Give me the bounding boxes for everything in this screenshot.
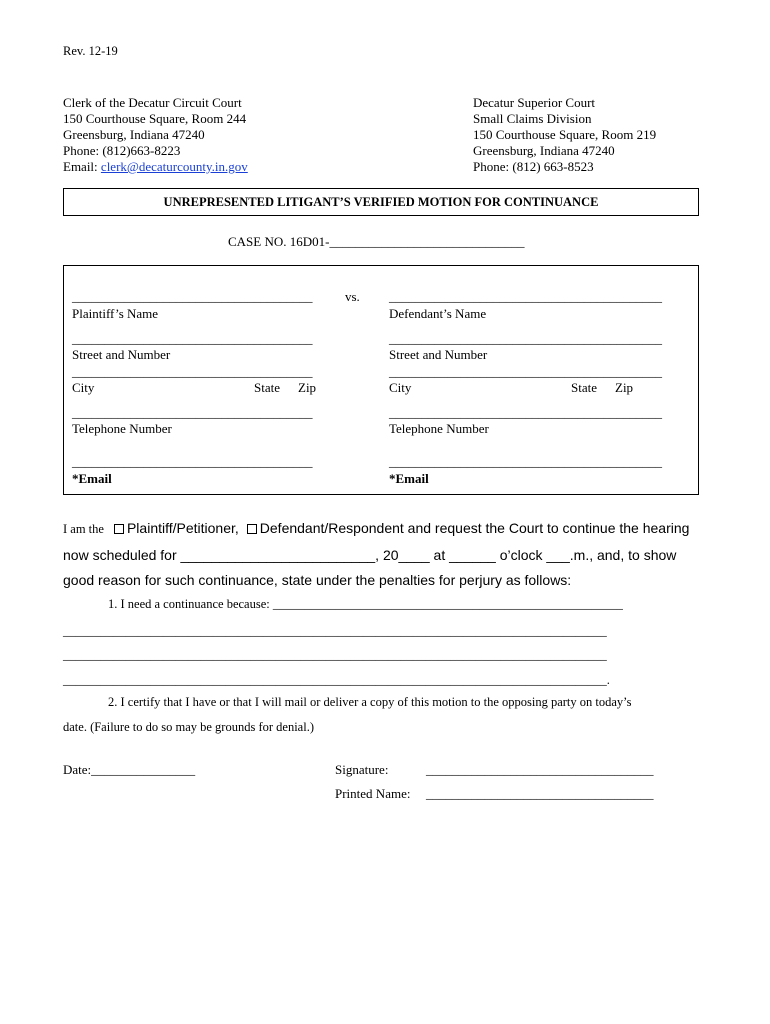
plaintiff-state-label: State bbox=[254, 380, 280, 395]
defendant-telephone-label: Telephone Number bbox=[389, 421, 489, 436]
plaintiff-city-field[interactable]: _____________________________________ bbox=[72, 364, 313, 379]
plaintiff-email-label: *Email bbox=[72, 471, 112, 486]
defendant-option-label: Defendant/Respondent and request the Court to continue the hearing bbox=[259, 520, 690, 536]
case-number-field[interactable]: CASE NO. 16D01-______________________________ bbox=[228, 234, 525, 249]
header-line: Greensburg, Indiana 47240 bbox=[473, 143, 615, 158]
plaintiff-option[interactable] bbox=[114, 520, 239, 536]
defendant-name-field[interactable]: __________________________________________ bbox=[389, 289, 662, 304]
plaintiff-telephone-label: Telephone Number bbox=[72, 421, 172, 436]
defendant-street-label: Street and Number bbox=[389, 347, 488, 362]
clerk-email-link[interactable]: clerk@decaturcounty.in.gov bbox=[100, 159, 248, 174]
defendant-city-label: City bbox=[389, 380, 412, 395]
defendant-email-label: *Email bbox=[389, 471, 429, 486]
defendant-state-label: State bbox=[571, 380, 597, 395]
header-line: 150 Courthouse Square, Room 219 bbox=[473, 127, 657, 142]
printed-name-field[interactable]: ___________________________________ bbox=[426, 786, 654, 801]
continuance-reason-field[interactable]: 1. I need a continuance because: ________________________________________________________ bbox=[108, 597, 623, 611]
iam-label: I am the bbox=[63, 522, 104, 536]
defendant-email-field[interactable]: __________________________________________ bbox=[389, 454, 662, 469]
defendant-option[interactable] bbox=[247, 520, 690, 536]
header-line: Small Claims Division bbox=[473, 111, 592, 126]
header-email-line bbox=[63, 159, 248, 175]
party-selection-line bbox=[63, 520, 689, 538]
plaintiff-option-label: Plaintiff/Petitioner, bbox=[126, 520, 239, 536]
plaintiff-email-field[interactable]: _____________________________________ bbox=[72, 454, 313, 469]
continuance-reason-line[interactable]: _______________________________________________________________________________________ bbox=[63, 648, 607, 662]
plaintiff-telephone-field[interactable]: _____________________________________ bbox=[72, 405, 313, 420]
document-title: UNREPRESENTED LITIGANT’S VERIFIED MOTION FOR CONTINUANCE bbox=[163, 195, 599, 209]
plaintiff-name-field[interactable]: _____________________________________ bbox=[72, 289, 313, 304]
header-line: Greensburg, Indiana 47240 bbox=[63, 127, 205, 142]
revision-label: Rev. 12-19 bbox=[63, 44, 118, 58]
defendant-street-field[interactable]: __________________________________________ bbox=[389, 331, 662, 346]
header-line: Clerk of the Decatur Circuit Court bbox=[63, 95, 242, 110]
header-line: Decatur Superior Court bbox=[473, 95, 596, 110]
defendant-name-label: Defendant’s Name bbox=[389, 306, 487, 321]
plaintiff-street-label: Street and Number bbox=[72, 347, 171, 362]
email-label: Email: bbox=[63, 159, 101, 174]
header-line: 150 Courthouse Square, Room 244 bbox=[63, 111, 247, 126]
header-line: Phone: (812) 663-8523 bbox=[473, 159, 594, 174]
certification-statement-cont: date. (Failure to do so may be grounds for denial.) bbox=[63, 720, 314, 734]
header-line: Phone: (812)663-8223 bbox=[63, 143, 181, 158]
hearing-schedule-line[interactable]: now scheduled for _________________________, 20____ at ______ o’clock ___.m., and, to show bbox=[63, 547, 677, 563]
date-field[interactable]: Date:________________ bbox=[63, 762, 196, 777]
plaintiff-name-label: Plaintiff’s Name bbox=[72, 306, 159, 321]
penalties-statement: good reason for such continuance, state under the penalties for perjury as follows: bbox=[63, 572, 572, 588]
defendant-zip-label: Zip bbox=[615, 380, 634, 395]
defendant-city-field[interactable]: __________________________________________ bbox=[389, 364, 662, 379]
signature-field[interactable]: ___________________________________ bbox=[426, 762, 654, 777]
defendant-telephone-field[interactable]: __________________________________________ bbox=[389, 405, 662, 420]
continuance-reason-line[interactable]: _______________________________________________________________________________________ bbox=[63, 624, 607, 638]
defendant-checkbox[interactable] bbox=[247, 524, 257, 534]
continuance-reason-line[interactable]: _______________________________________________________________________________________. bbox=[63, 673, 610, 687]
certification-statement: 2. I certify that I have or that I will mail or deliver a copy of this motion to the opposing party on today’s bbox=[108, 695, 632, 709]
printed-name-label: Printed Name: bbox=[335, 786, 411, 801]
versus-label: vs. bbox=[345, 289, 360, 304]
plaintiff-zip-label: Zip bbox=[298, 380, 317, 395]
plaintiff-street-field[interactable]: _____________________________________ bbox=[72, 331, 313, 346]
document-title-box bbox=[63, 188, 699, 216]
signature-label: Signature: bbox=[335, 762, 389, 777]
plaintiff-checkbox[interactable] bbox=[114, 524, 124, 534]
plaintiff-city-label: City bbox=[72, 380, 95, 395]
